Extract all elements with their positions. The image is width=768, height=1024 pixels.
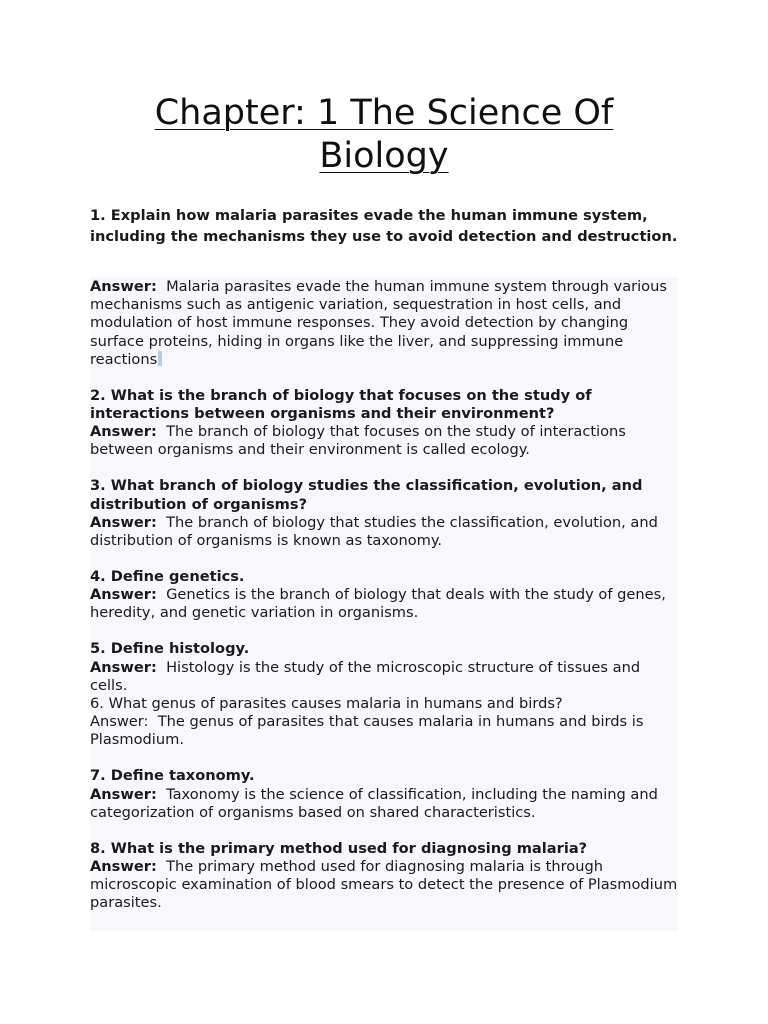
- question-1: 1. Explain how malaria parasites evade the human immune system, including the mechanisms they use to avoid detection and destruction.: [90, 207, 678, 245]
- answer-text: The genus of parasites that causes malaria in humans and birds is Plasmodium.: [90, 713, 644, 749]
- answer-text: Histology is the study of the microscopic structure of tissues and cells.: [90, 658, 641, 694]
- spacer: [90, 623, 680, 641]
- answer-8: [90, 858, 680, 913]
- answer-text: Genetics is the branch of biology that deals with the study of genes, heredity, and genetic variation in organisms.: [90, 586, 666, 622]
- answer-text: The primary method used for diagnosing malaria is through microscopic examination of blood smears to detect the presence of Plasmodium parasites.: [90, 858, 678, 912]
- page-title: [90, 92, 678, 178]
- answer-text: Malaria parasites evade the human immune system through various mechanisms such as antigenic variation, sequestration in host cells, and modulation of host immune responses. They avoid detection by changing surface proteins, hiding in organs like the liver, and suppressing immune reactions: [90, 278, 667, 368]
- answer-6: [90, 713, 680, 749]
- question-6: 6. What genus of parasites causes malaria in humans and birds?: [90, 695, 563, 713]
- answer-label: Answer:: [90, 658, 157, 676]
- question-2: 2. What is the branch of biology that focuses on the study of interactions between organisms and their environment?: [90, 386, 592, 423]
- answer-text: The branch of biology that focuses on the study of interactions between organisms and their environment is called ecology.: [90, 423, 626, 459]
- question-5: 5. Define histology.: [90, 640, 250, 658]
- question-7: 7. Define taxonomy.: [90, 767, 255, 785]
- answer-label: Answer:: [90, 513, 157, 531]
- spacer: [90, 822, 680, 840]
- answer-label: Answer:: [90, 858, 157, 876]
- spacer: [90, 460, 680, 478]
- spacer: [90, 550, 680, 568]
- question-4: 4. Define genetics.: [90, 568, 245, 586]
- answer-text: The branch of biology that studies the classification, evolution, and distribution of organisms is known as taxonomy.: [90, 513, 658, 550]
- answer-3: [90, 514, 680, 550]
- question-8: 8. What is the primary method used for diagnosing malaria?: [90, 839, 588, 857]
- qa-content: [90, 278, 680, 913]
- page-title-text: Chapter: 1 The Science Of Biology: [154, 93, 614, 176]
- answer-7: [90, 786, 680, 822]
- answer-label: Answer:: [90, 785, 157, 803]
- spacer: [90, 369, 680, 387]
- answer-label: Answer:: [90, 278, 157, 295]
- text-cursor: [158, 351, 162, 366]
- answer-1: [90, 278, 680, 369]
- answer-4: [90, 586, 680, 622]
- question-3: 3. What branch of biology studies the classification, evolution, and distribution of organisms?: [90, 477, 643, 513]
- answer-label: Answer:: [90, 423, 157, 441]
- answer-label: Answer:: [90, 586, 157, 604]
- spacer: [90, 750, 680, 768]
- answer-5: [90, 659, 680, 695]
- answer-text: Taxonomy is the science of classification, including the naming and categorization of organisms based on shared characteristics.: [90, 785, 658, 821]
- answer-label-plain: Answer:: [90, 713, 149, 731]
- answer-2: [90, 423, 680, 459]
